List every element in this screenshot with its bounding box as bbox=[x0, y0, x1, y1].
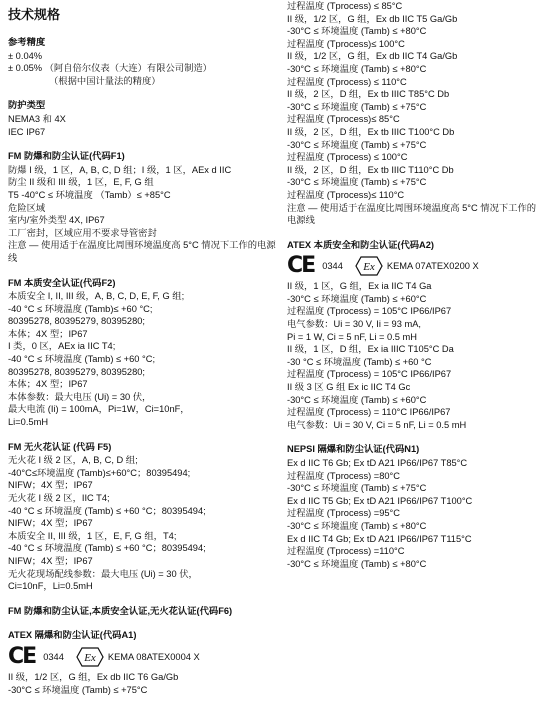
atex-a1-continued-section bbox=[287, 0, 543, 227]
spec-line: 过程温度 (Tprocess)≤ 100°C bbox=[287, 38, 405, 49]
spec-line: II 级，2 区，D 组，Ex tb IIIC T85°C Db bbox=[287, 89, 450, 100]
spec-line: 本体；4X 型；IP67 bbox=[8, 379, 88, 390]
accuracy-line: ± 0.05% （阿自倍尔仪表（大连）有限公司制造） bbox=[8, 63, 212, 74]
spec-line: -30°C ≤ 环境温度 (Tamb) ≤ +75°C bbox=[287, 139, 427, 150]
note-line: 注意 — 使用适于在温度比周围环境温度高 5°C 情况下工作的电源线 bbox=[8, 240, 276, 263]
spec-line: 80395278, 80395279, 80395280; bbox=[8, 366, 146, 377]
spec-line: 工厂密封，区域应用不要求导管密封 bbox=[8, 227, 157, 238]
section-title: FM 无火花认证 (代码 F5) bbox=[8, 441, 112, 452]
spec-line: -30°C ≤ 环境温度 (Tamb) ≤ +80°C bbox=[287, 558, 427, 569]
spec-line: -40 °C ≤ 环境温度 (Tamb) ≤ +60 °C; bbox=[8, 354, 156, 365]
spec-line: 电气参数：Ui = 30 V, Ci = 5 nF, Li = 0.5 mH bbox=[287, 419, 467, 430]
protection-line: NEMA3 和 4X bbox=[8, 113, 66, 124]
spec-line: II 级，1/2 区，G 组，Ex db IIC T6 Ga/Gb bbox=[8, 671, 179, 682]
fm-f6-section bbox=[8, 605, 276, 618]
spec-line: -30°C ≤ 环境温度 (Tamb) ≤ +80°C bbox=[287, 63, 427, 74]
spec-line: I 类，0 区，AEx ia IIC T4; bbox=[8, 341, 116, 352]
spec-line: 防尘 II 级和 III 级，1 区，E, F, G 组 bbox=[8, 177, 154, 188]
ex-hexagon-icon bbox=[76, 647, 104, 667]
spec-line: 80395278, 80395279, 80395280; bbox=[8, 316, 146, 327]
spec-line: 过程温度 (Tprocess) =95°C bbox=[287, 508, 400, 519]
ex-symbol-text: Ex bbox=[84, 651, 96, 664]
spec-line: -30°C ≤ 环境温度 (Tamb) ≤ +80°C bbox=[287, 26, 427, 37]
atex-a1-section bbox=[8, 629, 276, 696]
spec-line: 危险区域 bbox=[8, 202, 46, 213]
ce-mark-icon: CE bbox=[8, 643, 36, 669]
protection-type-section bbox=[8, 99, 276, 138]
spec-line: -40 °C ≤ 环境温度 (Tamb) ≤ +60 °C；80395494; bbox=[8, 505, 206, 516]
notified-body-number: 0344 bbox=[322, 260, 343, 271]
spec-line: 过程温度 (Tprocess) ≤ 85°C bbox=[287, 1, 403, 11]
spec-line: II 级，1/2 区，G 组，Ex db IIC T5 Ga/Gb bbox=[287, 13, 458, 24]
section-title: 防护类型 bbox=[8, 100, 46, 111]
spec-line: II 级，1 区，D 组，Ex ia IIIC T105°C Da bbox=[287, 344, 454, 355]
page-title: 技术规格 bbox=[8, 7, 61, 22]
spec-line: 室内/室外类型 4X, IP67 bbox=[8, 215, 105, 226]
spec-line: -30°C ≤ 环境温度 (Tamb) ≤ +60°C bbox=[287, 293, 427, 304]
notified-body-number: 0344 bbox=[43, 651, 64, 662]
ex-symbol-text: Ex bbox=[363, 261, 375, 274]
spec-line: 无火花 I 级 2 区，IIC T4; bbox=[8, 493, 110, 503]
spec-line: 无火花 I 级 2 区，A, B, C, D 组; bbox=[8, 455, 138, 466]
spec-line: 过程温度 (Tprocess)≤ 110°C bbox=[287, 189, 405, 200]
section-title: FM 本质安全认证(代码F2) bbox=[8, 277, 116, 288]
spec-line: NIFW；4X 型；IP67 bbox=[8, 480, 93, 491]
section-title: 参考精度 bbox=[8, 37, 46, 47]
atex-a2-section bbox=[287, 239, 543, 432]
spec-line: 过程温度 (Tprocess) =80°C bbox=[287, 470, 400, 481]
spec-line: 过程温度 (Tprocess) = 105°C IP66/IP67 bbox=[287, 306, 452, 317]
certification-marks bbox=[287, 254, 543, 278]
spec-line: 无火花现场配线参数：最大电压 (Ui) = 30 伏， bbox=[8, 568, 198, 579]
protection-line: IEC IP67 bbox=[8, 126, 46, 137]
left-column bbox=[8, 0, 276, 708]
spec-line: 电气参数：Ui = 30 V, Ii = 93 mA, bbox=[287, 319, 421, 330]
spec-line: II 级，2 区，D 组，Ex tb IIIC T100°C Db bbox=[287, 126, 455, 137]
spec-line: 过程温度 (Tprocess) ≤ 110°C bbox=[287, 76, 407, 87]
spec-line: -40°C≤环境温度 (Tamb)≤+60°C；80395494; bbox=[8, 467, 191, 478]
spec-line: 过程温度 (Tprocess) = 110°C IP66/IP67 bbox=[287, 407, 451, 418]
spec-line: -40 °C ≤ 环境温度 (Tamb) ≤ +60 °C；80395494; bbox=[8, 543, 206, 554]
spec-line: -30°C ≤ 环境温度 (Tamb) ≤ +75°C bbox=[8, 684, 148, 695]
section-title: FM 防爆和防尘认证,本质安全认证,无火花认证(代码F6) bbox=[8, 605, 233, 616]
note-line: 注意 — 使用适于在温度比周围环境温度高 5°C 情况下工作的电源线 bbox=[287, 202, 537, 226]
spec-line: 过程温度 (Tprocess) ≤ 100°C bbox=[287, 152, 408, 163]
spec-line: 本质安全 II, III 级，1 区，E, F, G 组，T4; bbox=[8, 530, 177, 541]
section-title: FM 防爆和防尘认证(代码F1) bbox=[8, 151, 125, 162]
spec-line: 本质安全 I, II, III 级，A, B, C, D, E, F, G 组; bbox=[8, 291, 185, 302]
spec-line: -30°C ≤ 环境温度 (Tamb) ≤ +75°C bbox=[287, 101, 427, 112]
certificate-id: KEMA 08ATEX0004 X bbox=[107, 651, 200, 662]
section-title: ATEX 隔爆和防尘认证(代码A1) bbox=[8, 630, 137, 641]
certification-marks bbox=[8, 645, 276, 669]
spec-line: -30 °C ≤ 环境温度 (Tamb) ≤ +60 °C bbox=[287, 356, 432, 367]
spec-line: -30°C ≤ 环境温度 (Tamb) ≤ +60°C bbox=[287, 394, 427, 405]
spec-line: NIFW；4X 型；IP67 bbox=[8, 518, 93, 529]
spec-line: Ex d IIC T6 Gb; Ex tD A21 IP66/IP67 T85°C bbox=[287, 458, 468, 468]
spec-line: -30°C ≤ 环境温度 (Tamb) ≤ +75°C bbox=[287, 177, 427, 188]
spec-line: -40 °C ≤ 环境温度 (Tamb)≤ +60 °C; bbox=[8, 303, 153, 314]
fm-f1-section bbox=[8, 150, 276, 264]
spec-line: 防爆 I 级，1 区，A, B, C, D 组；I 级，1 区，AEx d IIC bbox=[8, 164, 232, 175]
fm-f2-section bbox=[8, 277, 276, 429]
spec-line: 过程温度 (Tprocess) =110°C bbox=[287, 546, 405, 557]
spec-line: Ex d IIC T5 Gb; Ex tD A21 IP66/IP67 T100°C bbox=[287, 495, 473, 506]
spec-line: 本体；4X 型；IP67 bbox=[8, 328, 88, 339]
certificate-id: KEMA 07ATEX0200 X bbox=[386, 260, 479, 271]
section-title: ATEX 本质安全和防尘认证(代码A2) bbox=[287, 239, 435, 250]
spec-line: NIFW；4X 型；IP67 bbox=[8, 555, 93, 566]
nepsi-n1-section bbox=[287, 443, 543, 570]
section-title: NEPSI 隔爆和防尘认证(代码N1) bbox=[287, 444, 420, 455]
ex-hexagon-icon bbox=[355, 256, 383, 276]
spec-line: 本体参数：最大电压 (Ui) = 30 伏， bbox=[8, 391, 152, 402]
spec-line: 过程温度 (Tprocess)≤ 85°C bbox=[287, 114, 400, 125]
spec-line: Ex d IIC T4 Gb; Ex tD A21 IP66/IP67 T115°C bbox=[287, 533, 472, 544]
spec-line: 最大电流 (Ii) = 100mA，Pi=1W，Ci=10nF， bbox=[8, 404, 190, 415]
spec-line: II 级，1/2 区，G 组，Ex db IIC T4 Ga/Gb bbox=[287, 51, 458, 62]
fm-f5-section bbox=[8, 441, 276, 593]
spec-line: Li=0.5mH bbox=[8, 417, 49, 428]
spec-line: II 级，1 区，G 组，Ex ia IIC T4 Ga bbox=[287, 281, 432, 292]
spec-line: II 级 3 区 G 组 Ex ic IIC T4 Gc bbox=[287, 382, 411, 393]
spec-line: II 级，2 区，D 组，Ex tb IIIC T110°C Db bbox=[287, 164, 454, 175]
accuracy-note: （根据中国计量法的精度） bbox=[49, 75, 161, 86]
spec-line: T5 -40°C ≤ 环境温度 （Tamb）≤ +85°C bbox=[8, 189, 171, 200]
spec-line: Ci=10nF，Li=0.5mH bbox=[8, 581, 93, 592]
ce-mark-icon: CE bbox=[287, 253, 315, 279]
accuracy-line: ± 0.04% bbox=[8, 50, 43, 61]
right-column bbox=[287, 0, 543, 582]
spec-line: -30°C ≤ 环境温度 (Tamb) ≤ +80°C bbox=[287, 520, 427, 531]
spec-line: Pi = 1 W, Ci = 5 nF, Li = 0.5 mH bbox=[287, 331, 417, 342]
reference-accuracy-section bbox=[8, 36, 276, 87]
spec-line: -30°C ≤ 环境温度 (Tamb) ≤ +75°C bbox=[287, 483, 427, 494]
spec-line: 过程温度 (Tprocess) = 105°C IP66/IP67 bbox=[287, 369, 452, 380]
